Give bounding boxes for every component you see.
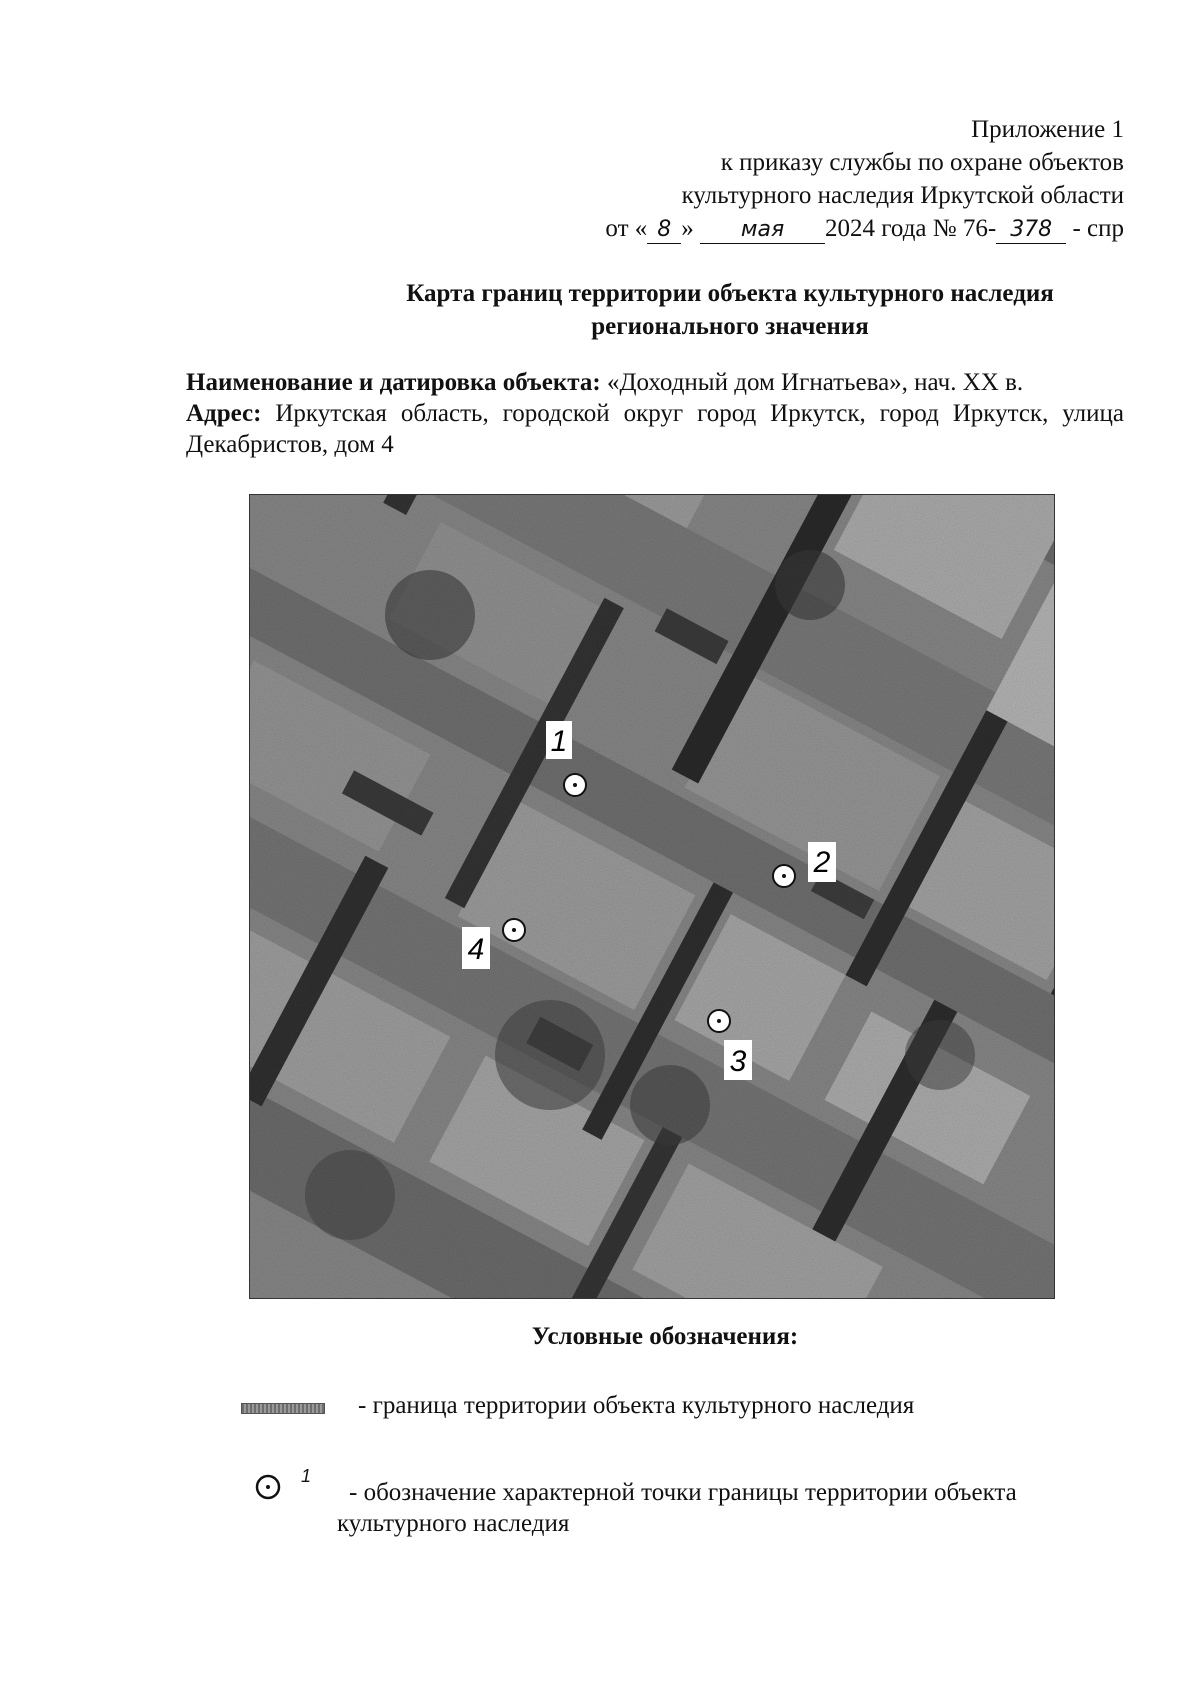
point-label-4: 4 (467, 933, 485, 966)
handwritten-day: 8 (647, 217, 681, 244)
object-name-value: «Доходный дом Игнатьева», нач. XX в. (600, 369, 1024, 396)
legend-point-text-line2: культурного наследия (337, 1510, 570, 1537)
point-label-1: 1 (550, 725, 568, 758)
legend-point-icon (254, 1473, 282, 1501)
title-line-2: регионального значения (591, 313, 869, 340)
legend-title: Условные обозначения: (531, 1323, 799, 1350)
legend-point-text-line1: - обозначение характерной точки границы территории объекта (349, 1479, 1017, 1506)
date-prefix: от « (605, 215, 648, 242)
handwritten-month: мая (700, 217, 825, 244)
legend-point-number: 1 (301, 1466, 312, 1486)
object-info (186, 367, 1124, 460)
appendix-order-line: к приказу службы по охране объектов (720, 149, 1124, 176)
point-label-3: 3 (729, 1045, 747, 1078)
date-mid: » (681, 215, 694, 242)
legend-boundary-swatch (241, 1403, 325, 1414)
appendix-date-line (605, 212, 1124, 245)
object-name-label: Наименование и датировка объекта: (186, 369, 601, 396)
legend-boundary-text: - граница территории объекта культурного наследия (358, 1392, 915, 1419)
aerial-map (249, 494, 1055, 1299)
object-address-row (186, 398, 1124, 460)
object-name-row (186, 367, 1124, 398)
legend-point-text (337, 1477, 1129, 1539)
number-suffix: - спр (1072, 215, 1124, 242)
appendix-header (605, 113, 1124, 245)
appendix-service-line: культурного наследия Иркутской области (681, 182, 1124, 209)
appendix-title: Приложение 1 (971, 116, 1124, 143)
handwritten-number: 378 (996, 217, 1066, 244)
point-label-2: 2 (813, 846, 831, 879)
document-title (250, 277, 1200, 343)
title-line-1: Карта границ территории объекта культурного наследия (406, 280, 1054, 307)
aerial-map-image (250, 495, 1054, 1298)
object-address-label: Адрес: (186, 400, 262, 427)
object-address-value: Иркутская область, городской округ город Иркутск, город Иркутск, улица Декабристов, дом 4 (186, 400, 1124, 458)
year-text: 2024 года № 76- (825, 215, 997, 242)
